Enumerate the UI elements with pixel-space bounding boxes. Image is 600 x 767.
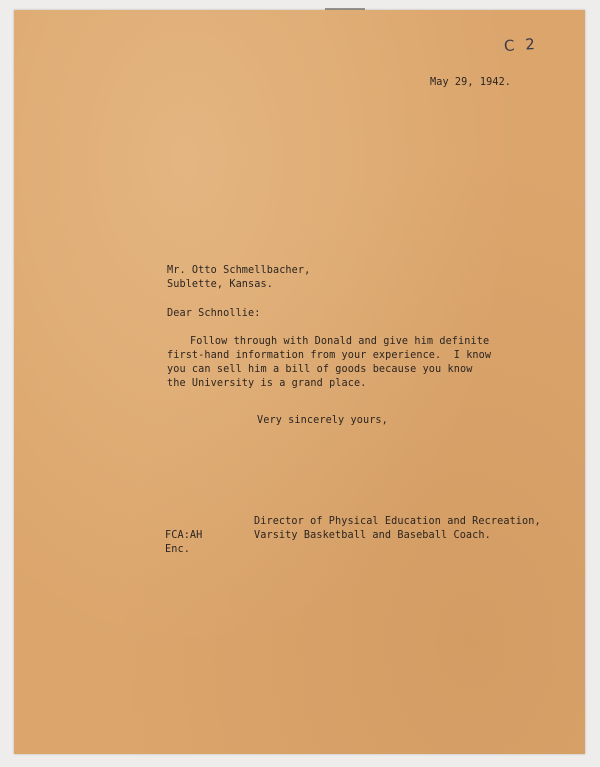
body-line: you can sell him a bill of goods because you know [167,364,473,375]
enclosure-note: Enc. [165,544,190,555]
signature-title-line: Varsity Basketball and Baseball Coach. [254,530,491,541]
body-line: Follow through with Donald and give him definite [190,336,490,347]
body-line: the University is a grand place. [167,378,367,389]
handwritten-margin-note: C 2 [503,34,539,56]
complimentary-close: Very sincerely yours, [257,415,388,426]
recipient-name: Mr. Otto Schmellbacher, [167,265,311,276]
letter-date: May 29, 1942. [430,77,512,88]
signature-title-line: Director of Physical Education and Recreation, [254,516,541,527]
salutation: Dear Schnollie: [167,308,261,319]
recipient-location: Sublette, Kansas. [167,279,273,290]
letter-page [14,10,585,754]
typist-initials: FCA:AH [165,530,203,541]
body-line: first-hand information from your experience. I know [167,350,492,361]
